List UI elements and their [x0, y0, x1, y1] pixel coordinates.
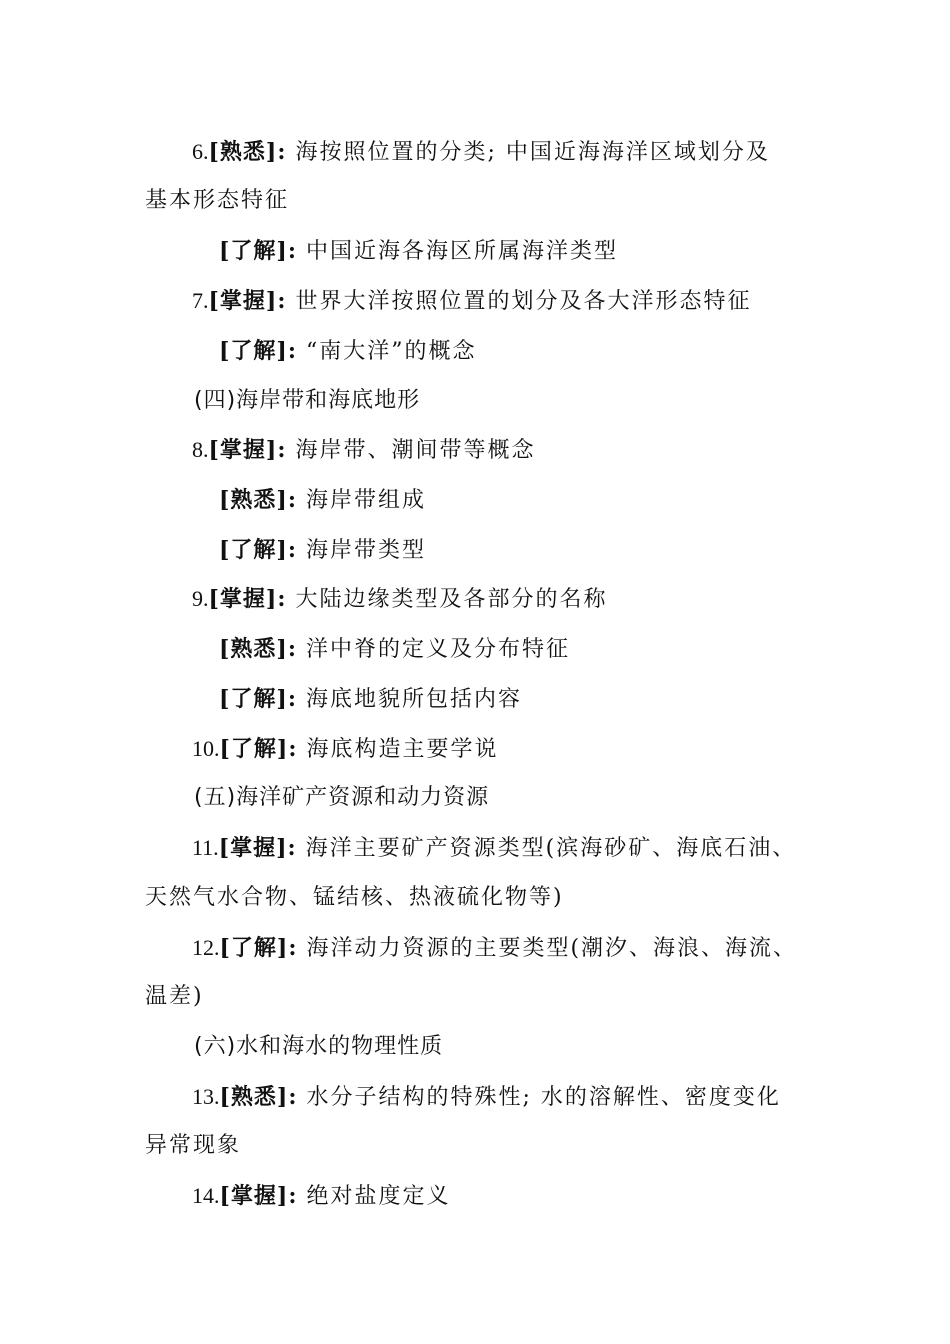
item-tag: [熟悉]: [219, 1084, 298, 1110]
item-tag: [掌握]: [208, 437, 287, 463]
item-8-sub-1 [219, 485, 426, 516]
section-heading-text: (五)海洋矿产资源和动力资源 [194, 785, 490, 810]
item-text: 海岸带组成 [305, 488, 426, 513]
item-11 [192, 833, 796, 864]
item-tag: [掌握]: [208, 288, 287, 314]
section-heading-4 [194, 386, 420, 416]
item-8 [192, 435, 535, 466]
item-7-sub [219, 336, 476, 367]
item-12 [192, 933, 797, 964]
item-number: 11. [192, 835, 219, 860]
item-text: 绝对盐度定义 [306, 1184, 451, 1209]
item-12-continuation [145, 982, 204, 1012]
item-text: 大陆边缘类型及各部分的名称 [295, 587, 608, 612]
section-heading-6 [194, 1032, 443, 1062]
section-heading-text: (四)海岸带和海底地形 [194, 388, 421, 413]
item-9-sub-2 [219, 684, 522, 715]
item-text: 海岸带、潮间带等概念 [295, 438, 536, 463]
item-6 [192, 137, 770, 168]
item-11-continuation [145, 883, 564, 913]
item-text: 海洋动力资源的主要类型(潮汐、海浪、海流、 [306, 936, 798, 961]
item-text: 中国近海各海区所属海洋类型 [305, 239, 618, 264]
item-text: 世界大洋按照位置的划分及各大洋形态特征 [295, 289, 752, 314]
item-tag: [了解]: [219, 686, 297, 712]
section-heading-text: (六)水和海水的物理性质 [194, 1034, 444, 1059]
item-6-continuation [145, 186, 289, 216]
item-number: 10. [192, 736, 220, 761]
item-number: 9. [192, 586, 209, 611]
item-text: 海按照位置的分类; 中国近海海洋区域划分及 [295, 140, 770, 165]
item-14 [192, 1181, 450, 1212]
item-tag: [了解]: [219, 935, 298, 961]
item-text-continuation: 天然气水合物、锰结核、热液硫化物等) [145, 885, 564, 910]
item-number: 12. [192, 935, 220, 960]
item-10 [192, 734, 498, 765]
item-13-continuation [145, 1131, 241, 1161]
item-text-continuation: 基本形态特征 [145, 188, 290, 213]
item-9-sub-1 [219, 634, 570, 665]
item-text: 海岸带类型 [305, 538, 426, 563]
item-9 [192, 584, 607, 615]
item-text: 海底构造主要学说 [306, 737, 499, 762]
item-text-continuation: 异常现象 [145, 1133, 242, 1158]
item-tag: [了解]: [219, 736, 298, 762]
item-tag: [熟悉]: [219, 487, 297, 513]
item-tag: [了解]: [219, 338, 297, 364]
item-text: 海底地貌所包括内容 [305, 687, 522, 712]
item-7 [192, 286, 751, 317]
item-tag: [掌握]: [208, 586, 287, 612]
item-tag: [掌握]: [219, 1183, 298, 1209]
item-tag: [熟悉]: [219, 636, 297, 662]
item-text: 水分子结构的特殊性; 水的溶解性、密度变化 [306, 1085, 781, 1110]
item-tag: [了解]: [219, 238, 297, 264]
section-heading-5 [194, 783, 489, 813]
item-8-sub-2 [219, 535, 426, 566]
item-text: “南大洋”的概念 [305, 339, 477, 364]
item-13 [192, 1082, 781, 1113]
item-tag: [熟悉]: [208, 139, 287, 165]
item-number: 8. [192, 437, 209, 462]
item-text: 海洋主要矿产资源类型(滨海砂矿、海底石油、 [305, 836, 797, 861]
item-text-continuation: 温差) [145, 984, 204, 1009]
item-tag: [掌握]: [218, 835, 297, 861]
item-number: 6. [192, 139, 209, 164]
item-6-sub [219, 236, 618, 267]
item-number: 13. [192, 1084, 220, 1109]
item-number: 14. [192, 1183, 220, 1208]
item-tag: [了解]: [219, 537, 297, 563]
item-number: 7. [192, 288, 209, 313]
item-text: 洋中脊的定义及分布特征 [305, 637, 570, 662]
